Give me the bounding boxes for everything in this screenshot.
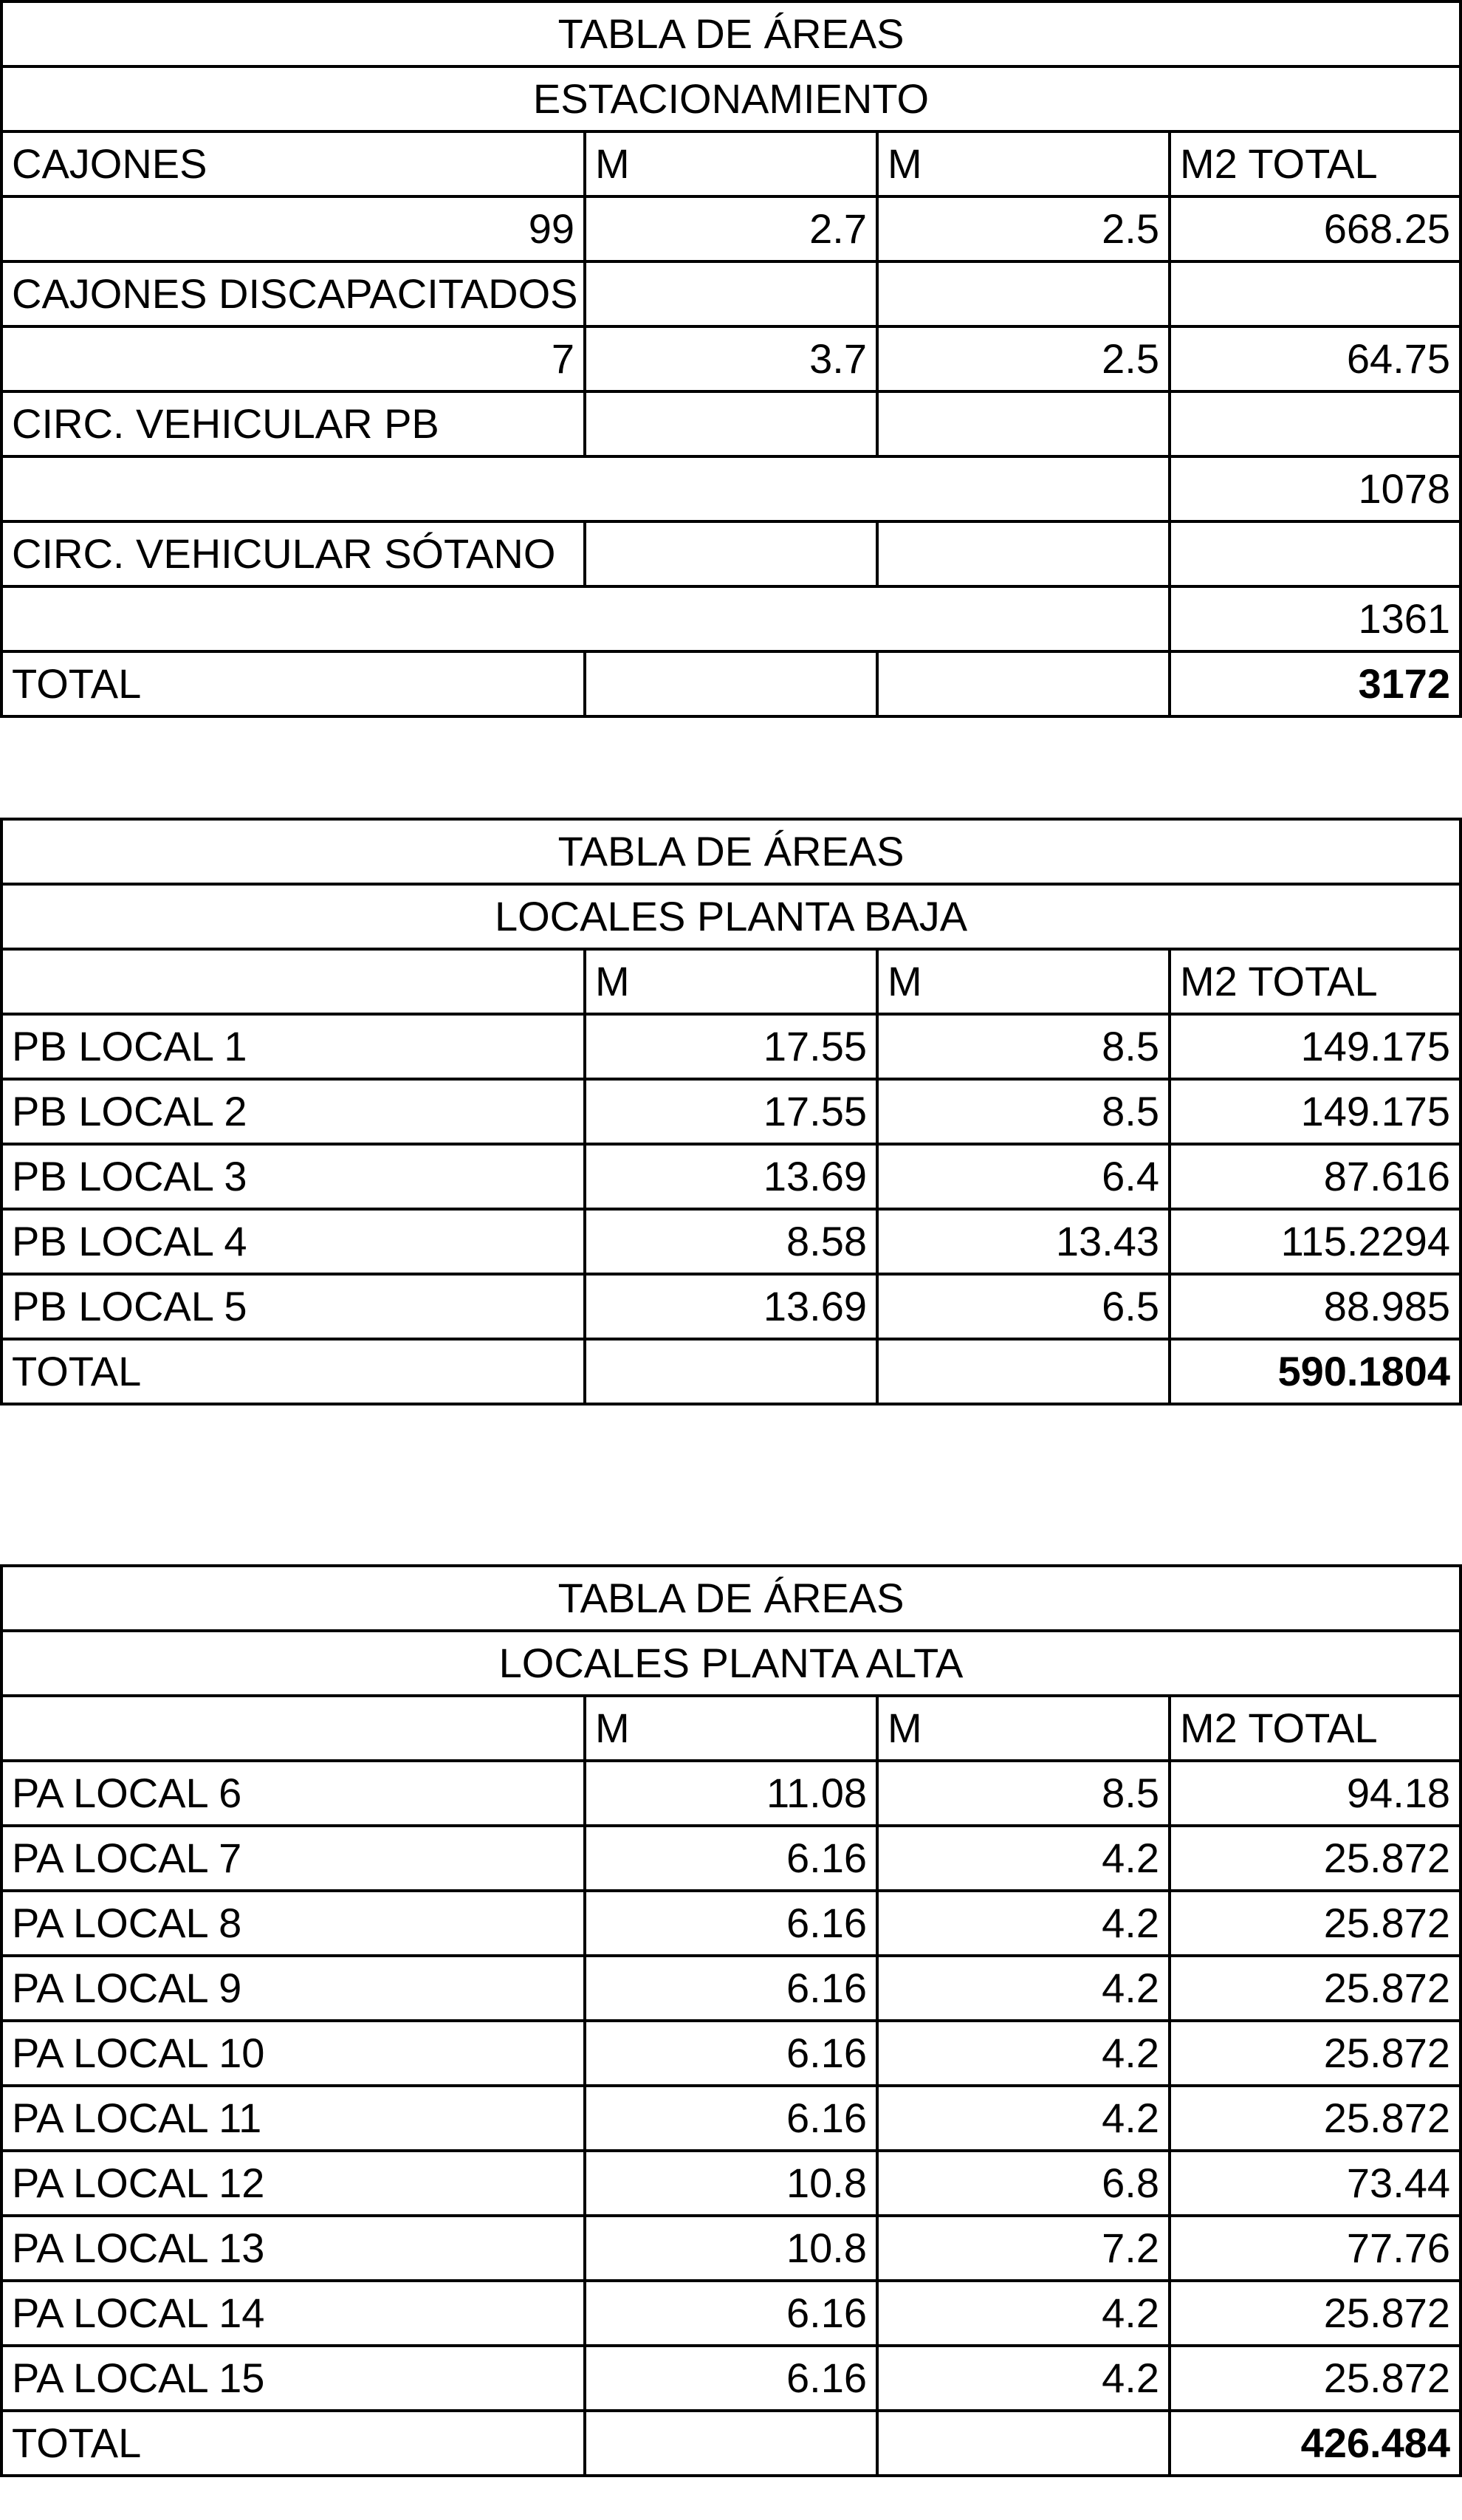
local-m1: 6.16 <box>585 1891 877 1956</box>
circ-pb-total: 1078 <box>1170 456 1461 521</box>
table-header-row <box>1 131 1461 196</box>
local-m2: 8.5 <box>877 1079 1170 1144</box>
local-total: 25.872 <box>1170 2281 1461 2346</box>
table-title-row <box>1 1566 1461 1631</box>
planta-baja-rows <box>1 1014 1461 1339</box>
planta-baja-table <box>0 818 1462 1405</box>
header-cell: M2 TOTAL <box>1170 949 1461 1014</box>
empty-cell <box>1170 261 1461 326</box>
local-name: PA LOCAL 6 <box>1 1761 585 1826</box>
local-m2: 6.5 <box>877 1274 1170 1339</box>
discapacitados-m2: 2.5 <box>877 326 1170 391</box>
local-m2: 13.43 <box>877 1209 1170 1274</box>
table-row <box>1 1956 1461 2021</box>
planta-alta-rows <box>1 1761 1461 2411</box>
table-title-row <box>1 819 1461 884</box>
table-subtitle: LOCALES PLANTA ALTA <box>1 1631 1461 1696</box>
local-m2: 8.5 <box>877 1014 1170 1079</box>
local-m1: 6.16 <box>585 2346 877 2411</box>
table-row <box>1 1826 1461 1891</box>
header-cell <box>1 1696 585 1761</box>
total-label: TOTAL <box>1 1339 585 1404</box>
table-title: TABLA DE ÁREAS <box>1 1566 1461 1631</box>
header-cell: M <box>585 949 877 1014</box>
local-total: 25.872 <box>1170 1956 1461 2021</box>
table-subtitle-row <box>1 1631 1461 1696</box>
table-row <box>1 2216 1461 2281</box>
empty-cell <box>585 1339 877 1404</box>
table-title: TABLA DE ÁREAS <box>1 1 1461 66</box>
table-row <box>1 261 1461 326</box>
local-m2: 4.2 <box>877 1956 1170 2021</box>
empty-cell <box>585 261 877 326</box>
local-total: 115.2294 <box>1170 1209 1461 1274</box>
empty-cell <box>1170 391 1461 456</box>
empty-cell <box>585 521 877 586</box>
local-total: 25.872 <box>1170 2346 1461 2411</box>
header-cell: M <box>585 1696 877 1761</box>
table-row <box>1 2021 1461 2086</box>
local-total: 73.44 <box>1170 2151 1461 2216</box>
cajones-m2: 2.5 <box>877 196 1170 261</box>
header-cell: M <box>877 131 1170 196</box>
empty-cell <box>1 586 1170 651</box>
local-m2: 4.2 <box>877 1891 1170 1956</box>
local-name: PB LOCAL 4 <box>1 1209 585 1274</box>
table-row <box>1 2281 1461 2346</box>
local-name: PA LOCAL 14 <box>1 2281 585 2346</box>
total-value: 590.1804 <box>1170 1339 1461 1404</box>
local-name: PA LOCAL 12 <box>1 2151 585 2216</box>
local-total: 149.175 <box>1170 1014 1461 1079</box>
empty-cell <box>877 2411 1170 2476</box>
table-row <box>1 2151 1461 2216</box>
table-subtitle-row <box>1 66 1461 131</box>
table-row <box>1 1274 1461 1339</box>
total-value: 426.484 <box>1170 2411 1461 2476</box>
local-m2: 6.8 <box>877 2151 1170 2216</box>
empty-cell <box>877 1339 1170 1404</box>
local-name: PA LOCAL 15 <box>1 2346 585 2411</box>
header-cell: M <box>585 131 877 196</box>
table-row <box>1 586 1461 651</box>
local-total: 87.616 <box>1170 1144 1461 1209</box>
local-m2: 8.5 <box>877 1761 1170 1826</box>
discapacitados-count: 7 <box>1 326 585 391</box>
local-m1: 6.16 <box>585 2086 877 2151</box>
local-m1: 6.16 <box>585 1956 877 2021</box>
local-name: PA LOCAL 7 <box>1 1826 585 1891</box>
table-row <box>1 326 1461 391</box>
empty-cell <box>585 2411 877 2476</box>
local-name: PA LOCAL 11 <box>1 2086 585 2151</box>
local-name: PA LOCAL 9 <box>1 1956 585 2021</box>
local-name: PB LOCAL 5 <box>1 1274 585 1339</box>
local-m1: 6.16 <box>585 2021 877 2086</box>
discapacitados-total: 64.75 <box>1170 326 1461 391</box>
local-m1: 10.8 <box>585 2216 877 2281</box>
local-m2: 4.2 <box>877 2346 1170 2411</box>
local-m2: 4.2 <box>877 2021 1170 2086</box>
circ-sotano-total: 1361 <box>1170 586 1461 651</box>
local-total: 149.175 <box>1170 1079 1461 1144</box>
local-total: 25.872 <box>1170 2021 1461 2086</box>
header-cell <box>1 949 585 1014</box>
total-row <box>1 651 1461 716</box>
empty-cell <box>585 391 877 456</box>
table-row <box>1 391 1461 456</box>
header-cell: M2 TOTAL <box>1170 131 1461 196</box>
circ-sotano-label: CIRC. VEHICULAR SÓTANO <box>1 521 585 586</box>
discapacitados-label: CAJONES DISCAPACITADOS <box>1 261 585 326</box>
local-m1: 6.16 <box>585 2281 877 2346</box>
local-m1: 13.69 <box>585 1274 877 1339</box>
empty-cell <box>585 651 877 716</box>
empty-cell <box>1 456 1170 521</box>
local-m1: 10.8 <box>585 2151 877 2216</box>
empty-cell <box>877 391 1170 456</box>
local-m1: 8.58 <box>585 1209 877 1274</box>
local-m2: 7.2 <box>877 2216 1170 2281</box>
table-subtitle-row <box>1 884 1461 949</box>
local-total: 25.872 <box>1170 1826 1461 1891</box>
table-row <box>1 2086 1461 2151</box>
table-row <box>1 456 1461 521</box>
total-label: TOTAL <box>1 651 585 716</box>
table-row <box>1 2346 1461 2411</box>
cajones-m1: 2.7 <box>585 196 877 261</box>
empty-cell <box>877 261 1170 326</box>
empty-cell <box>877 521 1170 586</box>
local-name: PA LOCAL 8 <box>1 1891 585 1956</box>
table-row <box>1 1761 1461 1826</box>
planta-alta-table <box>0 1564 1462 2477</box>
table-title-row <box>1 1 1461 66</box>
table-row <box>1 1144 1461 1209</box>
cajones-count: 99 <box>1 196 585 261</box>
cajones-total: 668.25 <box>1170 196 1461 261</box>
total-row <box>1 2411 1461 2476</box>
local-m1: 17.55 <box>585 1014 877 1079</box>
table-row <box>1 196 1461 261</box>
local-m1: 11.08 <box>585 1761 877 1826</box>
total-label: TOTAL <box>1 2411 585 2476</box>
header-cell: M <box>877 949 1170 1014</box>
table-row <box>1 1079 1461 1144</box>
local-name: PA LOCAL 13 <box>1 2216 585 2281</box>
table-subtitle: LOCALES PLANTA BAJA <box>1 884 1461 949</box>
empty-cell <box>1170 521 1461 586</box>
local-total: 77.76 <box>1170 2216 1461 2281</box>
table-row <box>1 1014 1461 1079</box>
local-total: 25.872 <box>1170 1891 1461 1956</box>
local-m2: 4.2 <box>877 2281 1170 2346</box>
table-row <box>1 1891 1461 1956</box>
local-m1: 17.55 <box>585 1079 877 1144</box>
table-row <box>1 521 1461 586</box>
local-total: 25.872 <box>1170 2086 1461 2151</box>
total-value: 3172 <box>1170 651 1461 716</box>
header-cell: CAJONES <box>1 131 585 196</box>
table-row <box>1 1209 1461 1274</box>
table-header-row <box>1 949 1461 1014</box>
local-total: 88.985 <box>1170 1274 1461 1339</box>
local-m1: 13.69 <box>585 1144 877 1209</box>
total-row <box>1 1339 1461 1404</box>
circ-pb-label: CIRC. VEHICULAR PB <box>1 391 585 456</box>
discapacitados-m1: 3.7 <box>585 326 877 391</box>
local-name: PB LOCAL 2 <box>1 1079 585 1144</box>
header-cell: M <box>877 1696 1170 1761</box>
local-m2: 4.2 <box>877 2086 1170 2151</box>
table-header-row <box>1 1696 1461 1761</box>
local-total: 94.18 <box>1170 1761 1461 1826</box>
estacionamiento-table <box>0 0 1462 718</box>
local-name: PB LOCAL 3 <box>1 1144 585 1209</box>
local-m2: 6.4 <box>877 1144 1170 1209</box>
local-name: PA LOCAL 10 <box>1 2021 585 2086</box>
table-title: TABLA DE ÁREAS <box>1 819 1461 884</box>
local-m2: 4.2 <box>877 1826 1170 1891</box>
empty-cell <box>877 651 1170 716</box>
header-cell: M2 TOTAL <box>1170 1696 1461 1761</box>
local-name: PB LOCAL 1 <box>1 1014 585 1079</box>
table-subtitle: ESTACIONAMIENTO <box>1 66 1461 131</box>
local-m1: 6.16 <box>585 1826 877 1891</box>
